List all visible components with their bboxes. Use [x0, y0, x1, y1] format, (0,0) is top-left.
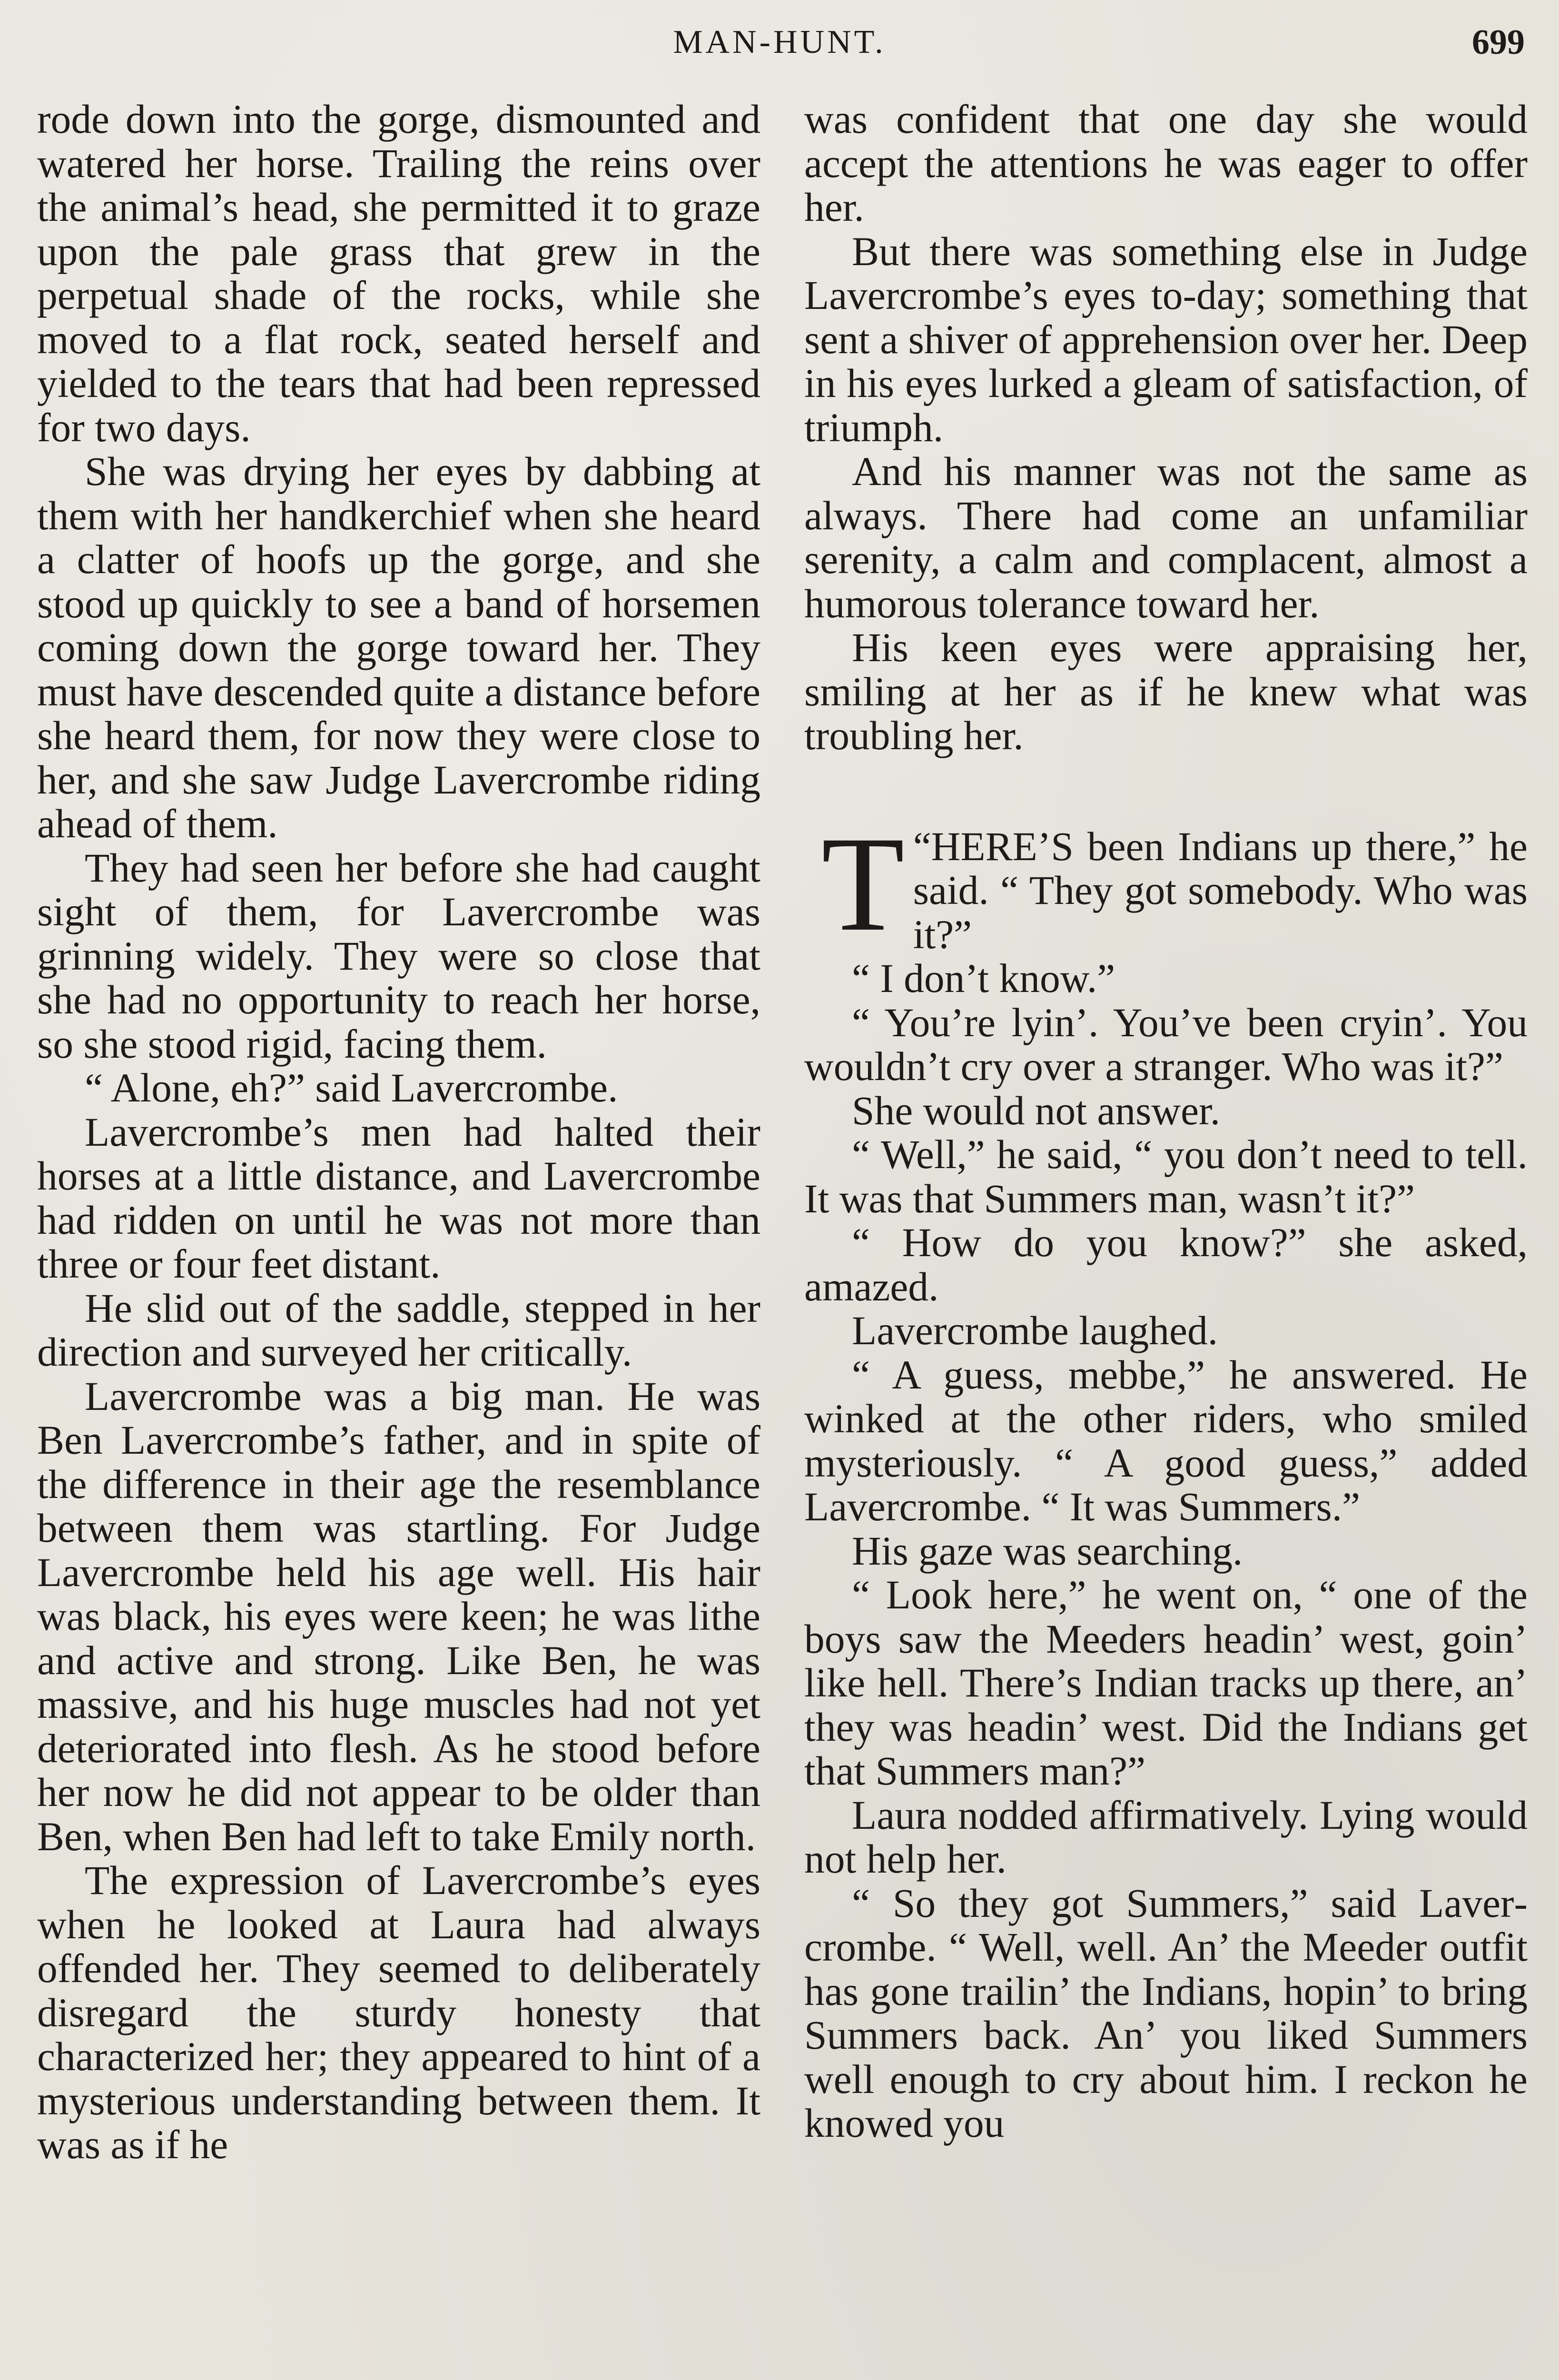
paragraph: He slid out of the saddle, stepped in her direction and surveyed her critically.: [37, 1286, 760, 1375]
paragraph: Laura nodded affirmatively. Lying would not help her.: [804, 1793, 1528, 1882]
paragraph: “ So they got Summers,” said Lavercrombe. “ Well, well. An’ the Meeder outfit has gone trailin’ the Indians, hopin’ to bring Summers back. An’ you liked Summers well enough to cry about him. I reckon he knowed you: [804, 1881, 1528, 2146]
paragraph: His keen eyes were appraising her, smiling at her as if he knew what was troubling her.: [804, 625, 1528, 758]
paragraph: “ I don’t know.”: [852, 956, 1115, 1001]
drop-cap: T: [821, 808, 905, 959]
paragraph: Lavercrombe was a big man. He was Ben Lavercrombe’s father, and in spite of the difference in their age the resemblance between them was startling. For Judge Lavercrombe held his age well. His hair was black, his eyes were keen; he was lithe and active and strong. Like Ben, he was massive, and his huge muscles had not yet deteriorated into flesh. As he stood before her now he did not appear to be older than Ben, when Ben had left to take Emily north.: [37, 1374, 760, 1859]
paragraph: But there was something else in Judge Lavercrombe’s eyes to-day; something that sent a shiver of apprehension over her. Deep in his eyes lurked a gleam of satisfaction, of triumph.: [804, 229, 1528, 450]
opening-quote: “: [913, 824, 931, 869]
page-number: 699: [1472, 23, 1525, 62]
right-column: [804, 98, 1528, 2380]
paragraph: And his manner was not the same as always. There had come an unfamiliar serenity, a calm and complacent, almost a humorous tolerance toward her.: [804, 449, 1528, 626]
paragraph: “ How do you know?” she asked, amazed.: [804, 1220, 1528, 1309]
left-column: [37, 98, 760, 2380]
paragraph: “ Look here,” he went on, “ one of the boys saw the Meeders headin’ west, goin’ like hell. There’s Indian tracks up there, an’ they was headin’ west. Did the Indians get that Summers man?”: [804, 1573, 1528, 1794]
paragraph: was confident that one day she would accept the attentions he was eager to offer her.: [804, 98, 1528, 230]
paragraph: “ A guess, mebbe,” he answered. He winked at the other riders, who smiled mysteriously. “ A good guess,” added Lavercrombe. “ It was Summers.”: [804, 1352, 1528, 1529]
paragraph: She was drying her eyes by dabbing at them with her handkerchief when she heard a clatter of hoofs up the gorge, and she stood up quickly to see a band of horsemen coming down the gorge toward her. They must have descended quite a distance before she heard them, for now they were close to her, and she saw Judge Lavercrombe riding ahead of them.: [37, 449, 760, 846]
paragraph: “ You’re lyin’. You’ve been cryin’. You wouldn’t cry over a stranger. Who was it?”: [804, 1000, 1528, 1089]
paragraph: rode down into the gorge, dismounted and watered her horse. Trailing the reins over the animal’s head, she permitted it to graze upon the pale grass that grew in the perpetual shade of the rocks, while she moved to a flat rock, seated herself and yielded to the tears that had been repressed for two days.: [37, 98, 760, 450]
section-opening-paragraph: [804, 808, 1528, 959]
paragraph: Lavercrombe laughed.: [852, 1309, 1218, 1353]
paragraph: His gaze was searching.: [852, 1528, 1243, 1574]
paragraph: “ Well,” he said, “ you don’t need to tell. It was that Summers man, wasn’t it?”: [804, 1132, 1528, 1221]
paragraph: “ Alone, eh?” said Lavercrombe.: [85, 1066, 618, 1111]
paragraph: She would not answer.: [852, 1088, 1221, 1133]
paragraph-text: HERE’S been Indians up there,” he said. “ They got somebody. Who was it?”: [913, 824, 1528, 957]
running-title: MAN-HUNT.: [673, 24, 886, 60]
paragraph: The expression of Lavercrombe’s eyes when he looked at Laura had always offended her. They seemed to deliberately disregard the sturdy honesty that characterized her; they appeared to hint of a mysterious understanding between them. It was as if he: [37, 1858, 760, 2167]
running-header: [0, 21, 1559, 64]
paragraph: Lavercrombe’s men had halted their horses at a little distance, and Lavercrombe had ridden on until he was not more than three or four feet distant.: [37, 1110, 760, 1287]
text-columns: [37, 98, 1527, 2380]
paragraph: They had seen her before she had caught sight of them, for Lavercrombe was grinning widely. They were so close that she had no opportunity to reach her horse, so she stood rigid, facing them.: [37, 845, 760, 1067]
